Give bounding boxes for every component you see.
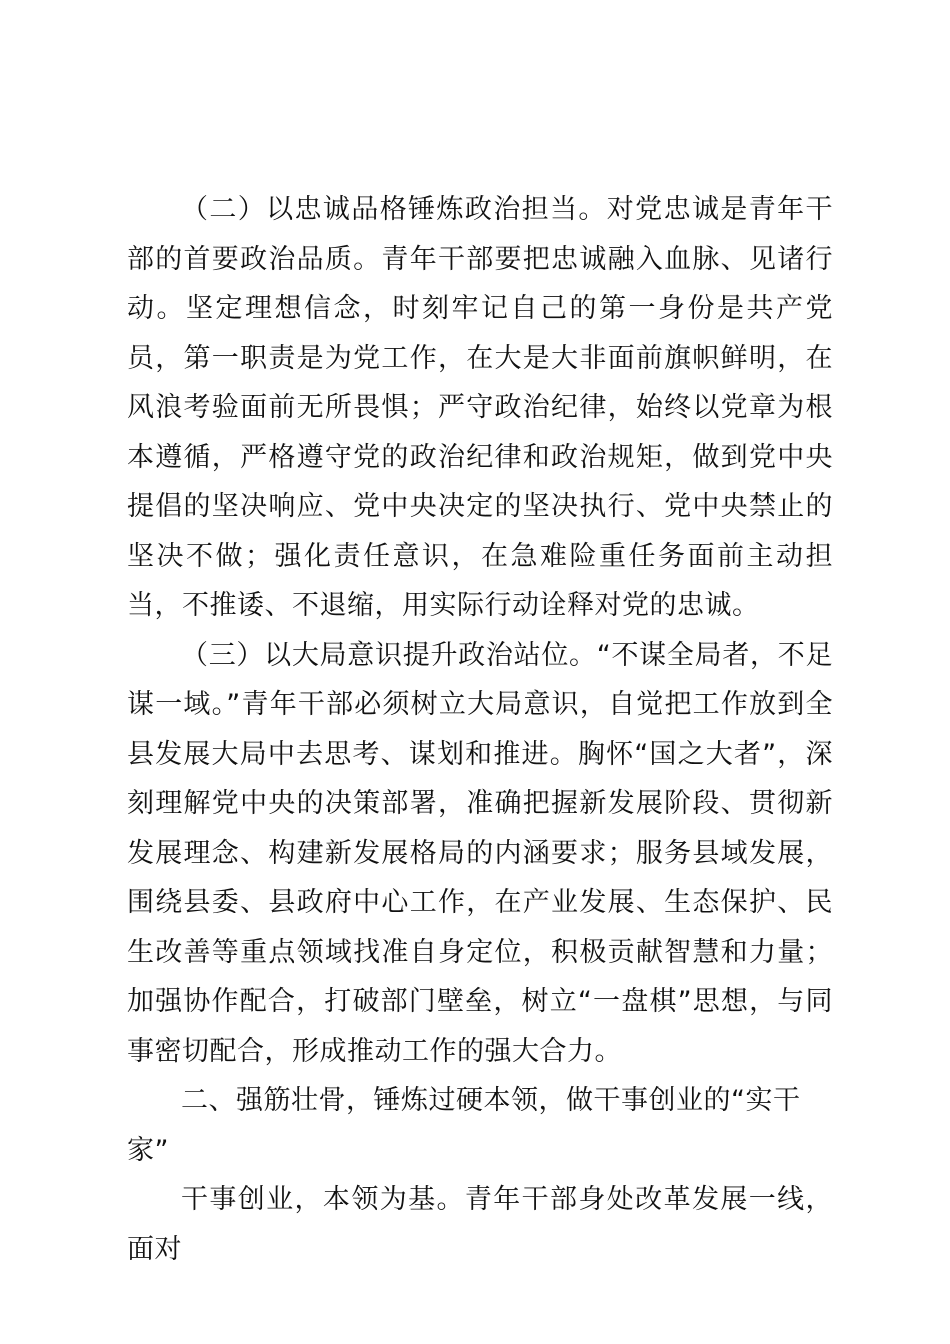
paragraph-skills-intro: 干事创业，本领为基。青年干部身处改革发展一线，面对 [127,1184,833,1265]
section-heading: 二、强筋壮骨，锤炼过硬本领，做干事创业的“实干家” [127,1085,801,1166]
paragraph-overall-awareness: （三）以大局意识提升政治站位。“不谋全局者，不足谋一域。”青年干部必须树立大局意识，自觉把工作放到全县发展大局中去思考、谋划和推进。胸怀“国之大者”，深刻理解党中央的决策部署，准确把握新发展阶段、贯彻新发展理念、构建新发展格局的内涵要求；服务县域发展，围绕县委、县政府中心工作，在产业发展、生态保护、民生改善等重点领域找准自身定位，积极贡献智慧和力量；加强协作配合，打破部门壁垒，树立“一盘棋”思想，与同事密切配合，形成推动工作的强大合力。 [127,639,833,1067]
paragraph-loyalty: （二）以忠诚品格锤炼政治担当。对党忠诚是青年干部的首要政治品质。青年干部要把忠诚融入血脉、见诸行动。坚定理想信念，时刻牢记自己的第一身份是共产党员，第一职责是为党工作，在大是大非面前旗帜鲜明，在风浪考验面前无所畏惧；严守政治纪律，始终以党章为根本遵循，严格遵守党的政治纪律和政治规矩，做到党中央提倡的坚决响应、党中央决定的坚决执行、党中央禁止的坚决不做；强化责任意识，在急难险重任务面前主动担当，不推诿、不退缩，用实际行动诠释对党的忠诚。 [127,194,833,621]
document-body [127,185,833,1274]
